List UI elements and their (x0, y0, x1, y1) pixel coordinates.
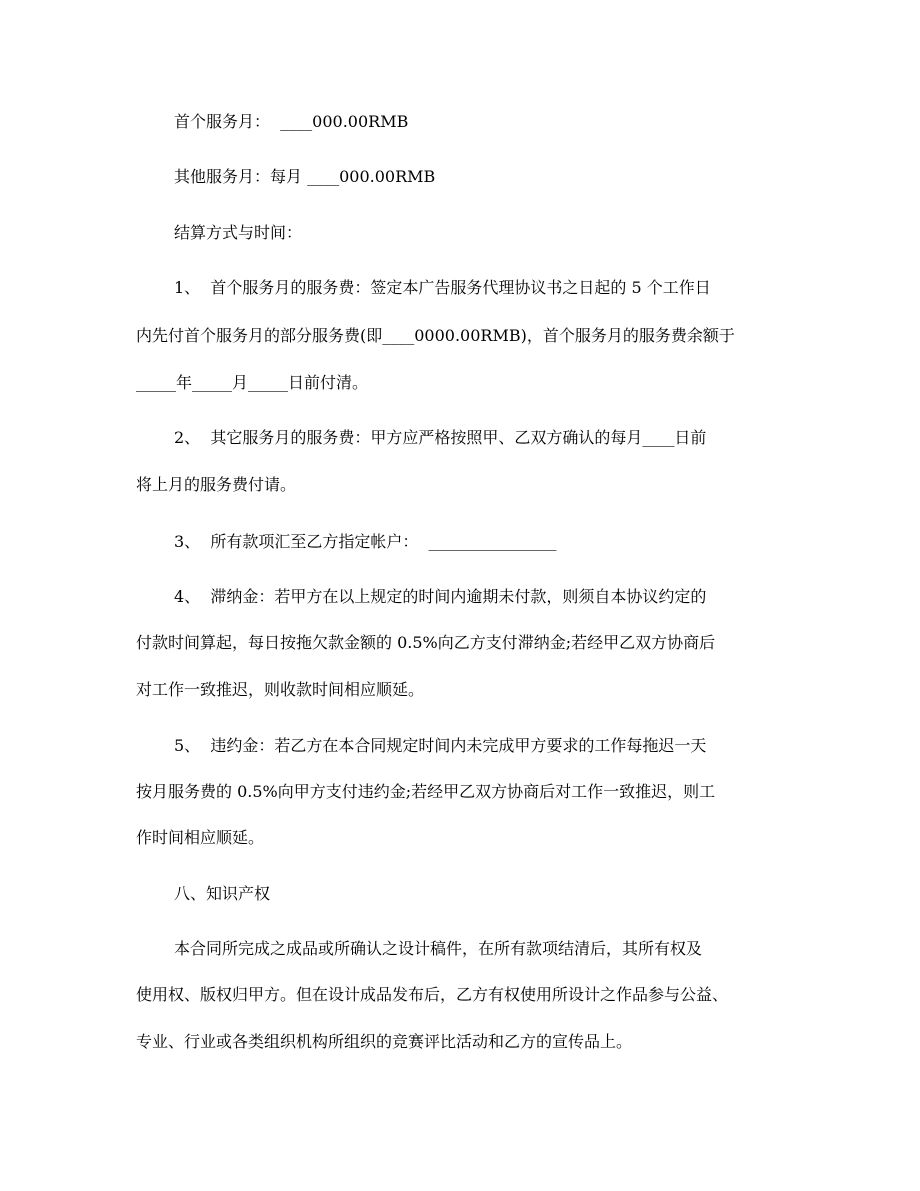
clause-2-line-1: 2、 其它服务月的服务费：甲方应严格按照甲、乙双方确认的每月____日前 (174, 428, 707, 447)
clause-3: 3、 所有款项汇至乙方指定帐户： ________________ (174, 532, 557, 551)
clause-5-line-3: 作时间相应顺延。 (136, 828, 265, 847)
ip-paragraph-line-3: 专业、行业或各类组织机构所组织的竞赛评比活动和乙方的宣传品上。 (136, 1032, 633, 1051)
first-service-month-fee: 首个服务月： ____000.00RMB (174, 112, 409, 131)
clause-4-line-3: 对工作一致推迟，则收款时间相应顺延。 (136, 680, 425, 699)
other-service-month-fee: 其他服务月：每月 ____000.00RMB (174, 167, 436, 186)
clause-1-line-3: _____年_____月_____日前付清。 (136, 373, 369, 392)
clause-4-line-2: 付款时间算起，每日按拖欠款金额的 0.5%向乙方支付滞纳金;若经甲乙双方协商后 (136, 633, 716, 652)
ip-paragraph-line-2: 使用权、版权归甲方。但在设计成品发布后，乙方有权使用所设计之作品参与公益、 (136, 985, 729, 1004)
clause-5-line-1: 5、 违约金：若乙方在本合同规定时间内未完成甲方要求的工作每拖迟一天 (174, 736, 707, 755)
clause-5-line-2: 按月服务费的 0.5%向甲方支付违约金;若经甲乙双方协商后对工作一致推迟，则工 (136, 782, 716, 801)
clause-4-line-1: 4、 滞纳金：若甲方在以上规定的时间内逾期未付款，则须自本协议约定的 (174, 587, 707, 606)
settlement-heading: 结算方式与时间： (174, 223, 303, 242)
clause-1-line-2: 内先付首个服务月的部分服务费(即____0000.00RMB)，首个服务月的服务费余额于 (136, 326, 735, 345)
clause-2-line-2: 将上月的服务费付请。 (136, 475, 297, 494)
section-8-heading: 八、知识产权 (174, 884, 271, 903)
clause-1-line-1: 1、 首个服务月的服务费：签定本广告服务代理协议书之日起的 5 个工作日 (174, 278, 711, 297)
ip-paragraph-line-1: 本合同所完成之成品或所确认之设计稿件，在所有款项结清后，其所有权及 (174, 939, 703, 958)
